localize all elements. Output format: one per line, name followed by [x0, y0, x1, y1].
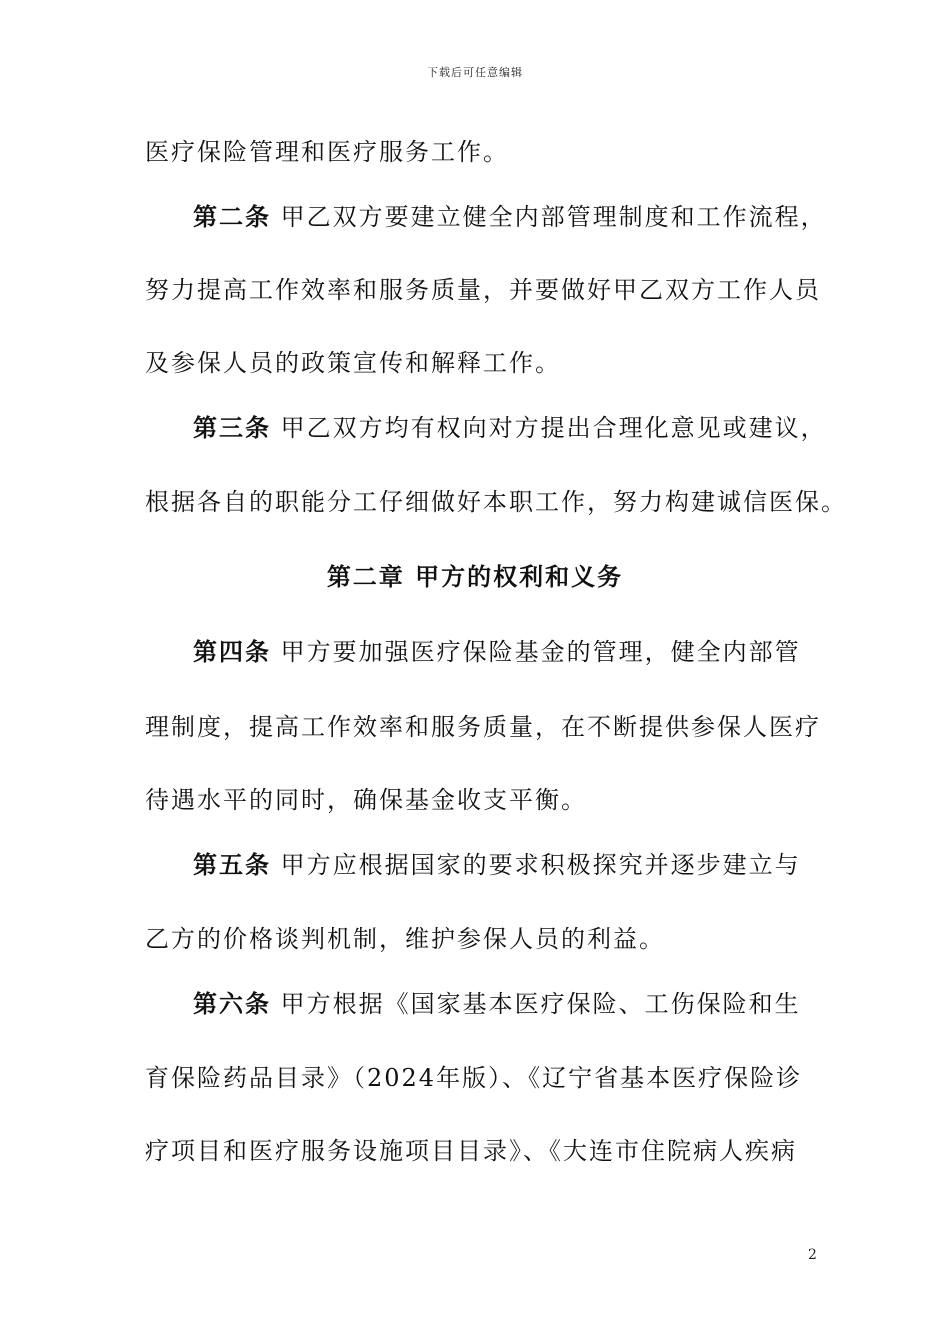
- article-3-text: 甲乙双方均有权向对方提出合理化意见或建议，: [271, 414, 827, 442]
- article-6-line-2: 育保险药品目录》（2024年版）、《辽宁省基本医疗保险诊: [145, 1064, 803, 1092]
- article-3-title: 第三条: [193, 413, 271, 442]
- article-6-title: 第六条: [193, 989, 271, 1018]
- paragraph-line: 医疗保险管理和医疗服务工作。: [145, 138, 509, 166]
- article-5-line-1: [193, 848, 873, 882]
- article-4-line-1: [193, 635, 873, 669]
- article-2-line-2: 努力提高工作效率和服务质量，并要做好甲乙双方工作人员: [145, 276, 821, 304]
- article-2-text: 甲乙双方要建立健全内部管理制度和工作流程，: [271, 203, 827, 231]
- article-6-text: 甲方根据《国家基本医疗保险、工伤保险和生: [271, 990, 801, 1018]
- article-2-title: 第二条: [193, 202, 271, 231]
- article-5-text: 甲方应根据国家的要求积极探究并逐步建立与: [271, 851, 801, 879]
- article-5-title: 第五条: [193, 850, 271, 879]
- article-2-line-1: [193, 200, 873, 234]
- article-4-line-2: 理制度，提高工作效率和服务质量，在不断提供参保人医疗: [145, 713, 821, 741]
- article-4-line-3: 待遇水平的同时，确保基金收支平衡。: [145, 786, 587, 814]
- article-4-text: 甲方要加强医疗保险基金的管理，健全内部管: [271, 638, 801, 666]
- chapter-2-heading: 第二章 甲方的权利和义务: [326, 562, 624, 591]
- article-3-line-1: [193, 411, 873, 445]
- article-6-line-3: 疗项目和医疗服务设施项目目录》、《大连市住院病人疾病: [145, 1137, 797, 1165]
- article-6-line-1: [193, 987, 873, 1021]
- article-5-line-2: 乙方的价格谈判机制，维护参保人员的利益。: [145, 925, 665, 953]
- page-number: 2: [808, 1247, 817, 1263]
- article-2-line-3: 及参保人员的政策宣传和解释工作。: [145, 349, 561, 377]
- page-header: 下载后可任意编辑: [427, 66, 523, 79]
- article-3-line-2: 根据各自的职能分工仔细做好本职工作，努力构建诚信医保。: [145, 488, 847, 516]
- article-4-title: 第四条: [193, 637, 271, 666]
